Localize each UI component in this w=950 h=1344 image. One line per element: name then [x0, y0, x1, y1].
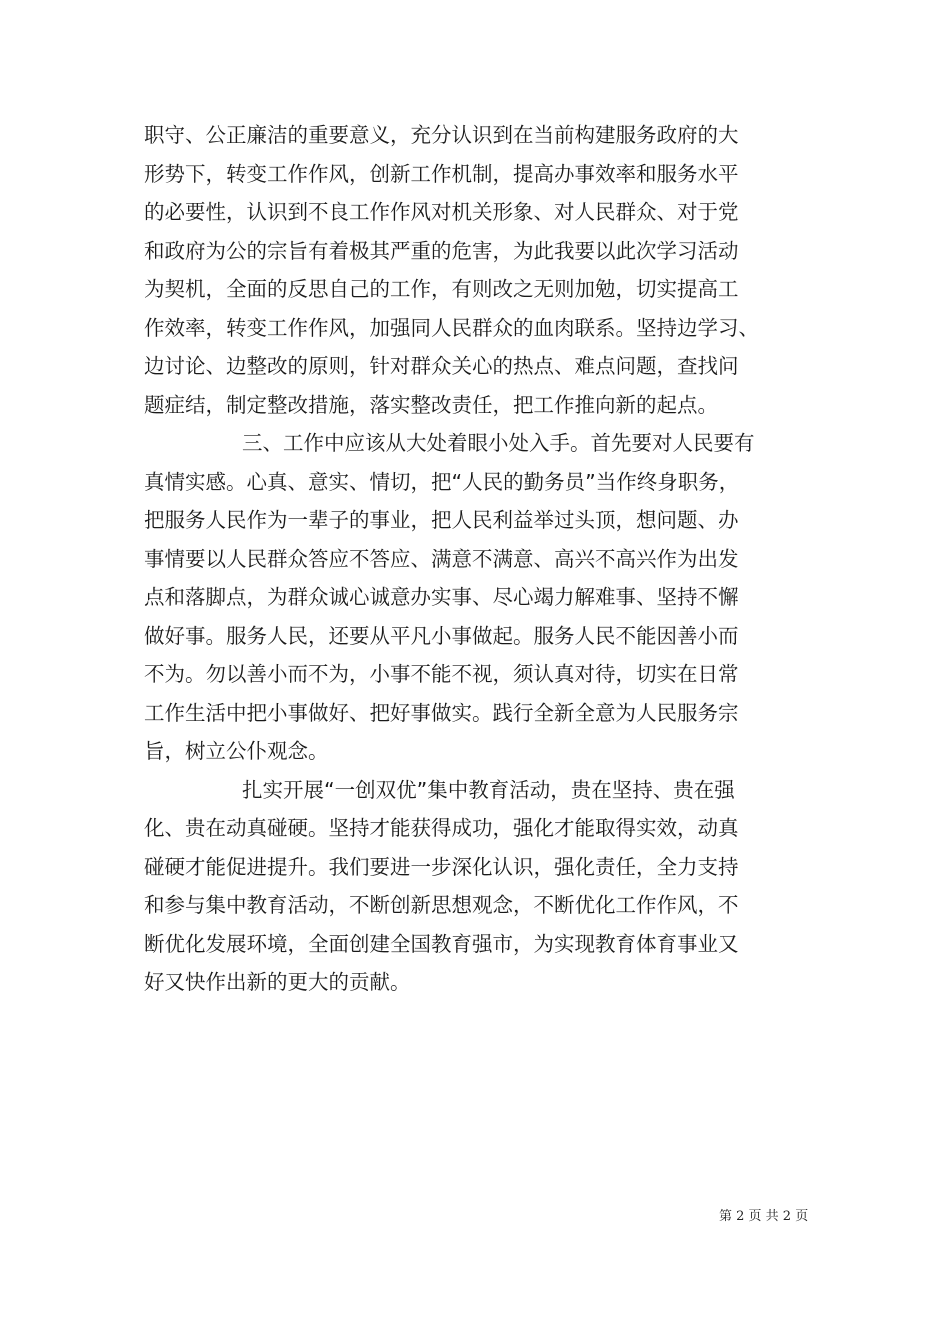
text-line: 边讨论、边整改的原则，针对群众关心的热点、难点问题，查找问	[144, 354, 739, 378]
text-line: 职守、公正廉洁的重要意义，充分认识到在当前构建服务政府的大	[144, 123, 739, 147]
text-line: 和参与集中教育活动，不断创新思想观念，不断优化工作作风，不	[144, 893, 739, 917]
text-line: 为契机，全面的反思自己的工作，有则改之无则加勉，切实提高工	[144, 277, 739, 301]
text-line: 事情要以人民群众答应不答应、满意不满意、高兴不高兴作为出发	[144, 546, 739, 571]
text-line: 旨，树立公仆观念。	[144, 739, 329, 763]
text-line: 作效率，转变工作作风，加强同人民群众的血肉联系。坚持边学习、	[144, 315, 759, 340]
document-body	[144, 116, 814, 1002]
text-line: 断优化发展环境，全面创建全国教育强市，为实现教育体育事业又	[144, 931, 739, 956]
text-line: 形势下，转变工作作风，创新工作机制，提高办事效率和服务水平	[144, 161, 739, 186]
text-line: 做好事。服务人民，还要从平凡小事做起。服务人民不能因善小而	[144, 623, 739, 648]
text-line: 点和落脚点，为群众诚心诚意办实事、尽心竭力解难事、坚持不懈	[144, 585, 739, 609]
text-line: 碰硬才能促进提升。我们要进一步深化认识，强化责任，全力支持	[144, 854, 739, 879]
text-line: 扎实开展“一创双优”集中教育活动，贵在坚持、贵在强	[242, 777, 735, 802]
text-line: 和政府为公的宗旨有着极其严重的危害，为此我要以此次学习活动	[144, 238, 739, 263]
paragraph-3	[144, 771, 814, 1002]
text-line: 真情实感。心真、意实、情切，把“人民的勤务员”当作终身职务，	[144, 469, 740, 494]
paragraph-2	[144, 424, 814, 771]
page-number-footer: 第 2 页 共 2 页	[719, 1209, 809, 1224]
text-line: 把服务人民作为一辈子的事业，把人民利益举过头顶，想问题、办	[144, 508, 739, 532]
text-line: 题症结，制定整改措施，落实整改责任，把工作推向新的起点。	[144, 392, 718, 417]
text-line: 化、贵在动真碰硬。坚持才能获得成功，强化才能取得实效，动真	[144, 816, 739, 840]
text-line: 工作生活中把小事做好、把好事做实。践行全新全意为人民服务宗	[144, 700, 739, 725]
text-line: 的必要性，认识到不良工作作风对机关形象、对人民群众、对于党	[144, 200, 739, 224]
text-line: 三、工作中应该从大处着眼小处入手。首先要对人民要有	[242, 431, 755, 455]
text-line: 不为。勿以善小而不为，小事不能不视，须认真对待，切实在日常	[144, 662, 739, 686]
paragraph-1	[144, 116, 814, 424]
text-line: 好又快作出新的更大的贡献。	[144, 970, 411, 994]
